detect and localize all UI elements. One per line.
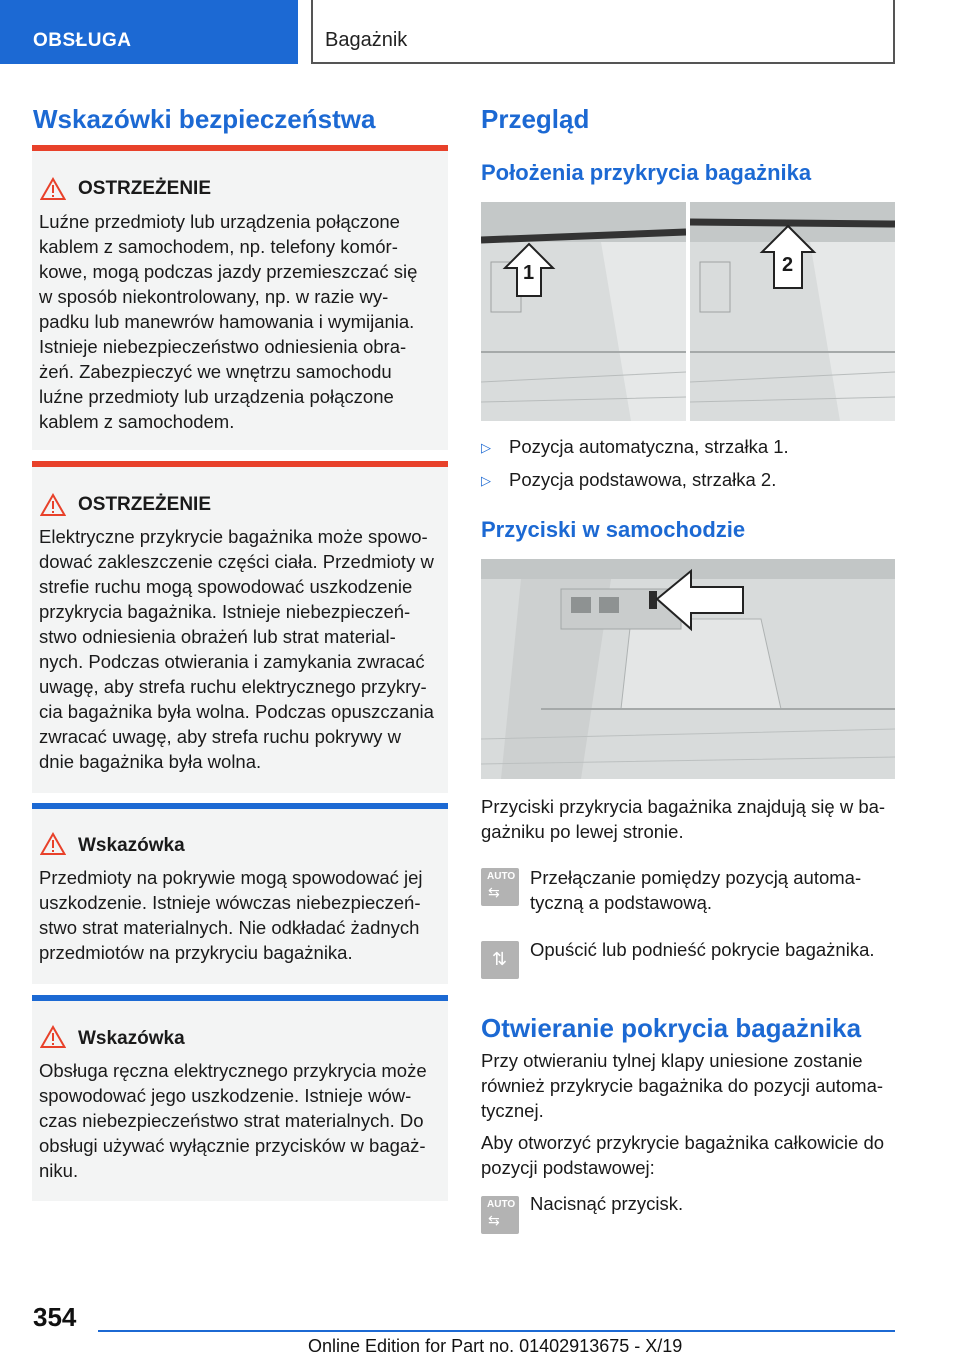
triangle-bullet-icon: ▷ — [481, 473, 491, 488]
auto-button-description: Przełączanie pomiędzy pozycją automa- tyczną a podstawową. — [530, 867, 862, 913]
arrow-label: 2 — [782, 254, 794, 276]
trunk-illustration — [481, 202, 686, 421]
note-title: Wskazówka — [78, 1028, 185, 1049]
edition-note: Online Edition for Part no. 01402913675 - X/19 — [308, 1336, 683, 1356]
open-cover-instructions: Aby otworzyć przykrycie bagażnika całkowicie do pozycji podstawowej: — [481, 1132, 885, 1178]
header-underline — [311, 62, 895, 64]
warning-triangle-icon — [40, 832, 66, 856]
warning-text: Elektryczne przykrycie bagażnika może spowo- dować zakleszczenie części ciała. Przedmioty w strefie ruchu mogą spowodować uszkodzenie przykrycia bagażnika. Istnieje niebezpieczeń- stwo odniesienia obrażeń lub strat material- nych. Podczas otwierania i zamykania zwracać uwagę, aby strefa ruchu elektrycznego przykry- cia bagażnika była wolna. Podczas opuszczania zwracać uwagę, aby strefa ruchu pokrywy w dnie bagażnika była wolna. — [39, 526, 434, 772]
trunk-illustration — [481, 559, 895, 779]
section-label: OBSŁUGA — [33, 30, 132, 51]
cover-position-photo-1 — [481, 202, 686, 421]
note-text: Obsługa ręczna elektrycznego przykrycia może spowodować jego uszkodzenie. Istnieje wów- czas niebezpieczeństwo strat materialnych. Do obsługi używać wyłącznie przycisków w bagaż- niku. — [39, 1060, 427, 1181]
cover-positions-heading: Położenia przykrycia bagażnika — [481, 160, 812, 185]
note-box-1 — [32, 803, 448, 984]
overview-heading: Przegląd — [481, 104, 590, 134]
chapter-title: Bagażnik — [325, 29, 408, 51]
press-button-instruction: Nacisnąć przycisk. — [530, 1193, 684, 1214]
triangle-bullet-icon: ▷ — [481, 440, 491, 455]
open-cover-heading: Otwieranie pokrycia bagażnika — [481, 1013, 862, 1043]
page-number: 354 — [33, 1302, 77, 1332]
section-tab — [0, 0, 298, 64]
note-box-2 — [32, 995, 448, 1201]
trunk-illustration — [690, 202, 895, 421]
trunk-buttons-photo — [481, 559, 895, 779]
cover-position-photo-2 — [690, 202, 895, 421]
warning-box-2 — [32, 461, 448, 793]
warning-title: OSTRZEŻENIE — [78, 494, 212, 515]
lower-raise-description: Opuścić lub podnieść pokrycie bagażnika. — [530, 939, 875, 960]
footer-line — [98, 1330, 895, 1332]
note-text: Przedmioty na pokrywie mogą spowodować jej uszkodzenie. Istnieje wówczas niebezpieczeń- stwo strat materialnych. Nie odkładać żadnych przedmiotów na przykryciu bagażnika. — [39, 867, 423, 963]
auto-button-icon: AUTO ⇆ — [481, 1196, 519, 1234]
arrow-label: 1 — [523, 262, 535, 284]
header-divider — [311, 0, 313, 64]
open-cover-paragraph: Przy otwieraniu tylnej klapy uniesione zostanie również przykrycie bagażnika do pozycji automa- tycznej. — [481, 1050, 884, 1121]
warning-title: OSTRZEŻENIE — [78, 178, 212, 199]
buttons-description: Przyciski przykrycia bagażnika znajdują się w ba- gażniku po lewej stronie. — [481, 796, 886, 842]
warning-triangle-icon — [40, 493, 66, 517]
header-border-right — [893, 0, 895, 64]
auto-button-icon: AUTO ⇆ — [481, 868, 519, 906]
note-title: Wskazówka — [78, 835, 185, 856]
warning-triangle-icon — [40, 177, 66, 201]
warning-text: Luźne przedmioty lub urządzenia połączone kablem z samochodem, np. telefony komór- kowe, mogą podczas jazdy przemieszczać się w sposób niekontrolowany, np. w razie wy- padku lub manewrów hamowania i wymijania. Istnieje niebezpieczeństwo odniesienia obra- żeń. Zabezpieczyć we wnętrzu samochodu luźne przedmioty lub urządzenia połączone kablem z samochodem. — [39, 211, 418, 432]
warning-box-1 — [32, 145, 448, 450]
safety-heading: Wskazówki bezpieczeństwa — [33, 104, 376, 134]
buttons-heading: Przyciski w samochodzie — [481, 517, 746, 542]
warning-triangle-icon — [40, 1025, 66, 1049]
lower-raise-button-icon: ⇅ — [481, 941, 519, 979]
